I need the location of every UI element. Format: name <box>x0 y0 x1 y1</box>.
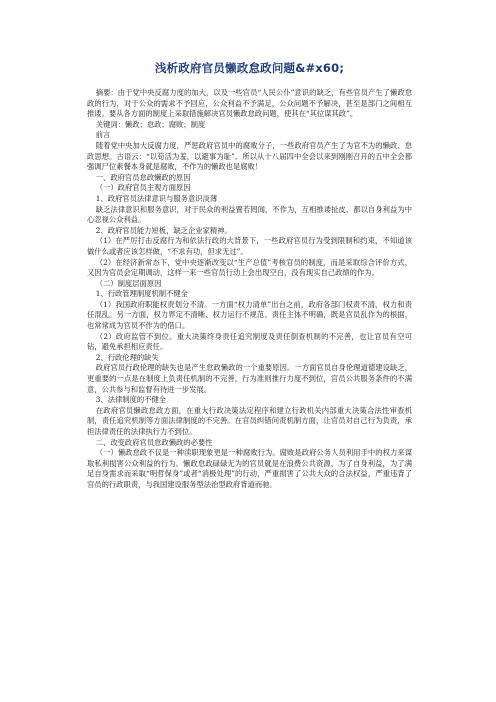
subsubsection-heading: 2、行政伦理的缺失 <box>95 352 159 362</box>
body-paragraph: （1）在严厉打击反腐行为和依法行政的大背景下，一些政府官员行为受到限制和约束，不知道该做什么或者应该怎样做，“不求有功，但求无过”。 <box>87 236 412 256</box>
body-paragraph: （一）懒政怠政不仅是一种渎职现象更是一种腐败行为。腐败是政府公务人员利用手中的权力来谋取私利损害公众利益的行为。懒政怠政碌碌无为的官员就是在浪费公共资源，为了自身利益，为了满足自身需求而采取“明哲保身”或者“消极处理”的行动，严重损害了公共大众的合法权益，严重违背了官员的行政职责，与我国建设服务型法治型政府背道而驰。 <box>87 448 412 489</box>
page-title: 浅析政府官员懒政怠政问题&#x60; <box>154 61 345 75</box>
section-heading: 二、改变政府官员怠政懒政的必要性 <box>95 437 213 447</box>
body-paragraph: （2）在经济新常态下，党中央逐渐改变以“生产总值”考核官员的制度，而是采取综合评价方式，又因为官员会定期调动，这样一来一些官员行动上会出现空白，没有现实自己政绩的作为。 <box>87 257 412 278</box>
subsection-heading: （一）政府官员主观方面原因 <box>95 183 191 193</box>
keywords: 关键词：懒政；怠政；腐败；制度 <box>95 119 206 129</box>
subsubsection-heading: 1、政府官员法律意识与服务意识淡薄 <box>95 193 218 203</box>
body-paragraph: 缺乏法律意识和服务意识，对于民众的利益置若罔闻，不作为，互相推诿扯皮，都以自身利益为中心忽视公众利益。 <box>87 204 412 225</box>
body-paragraph: （1）我国政府职能权责划分不清。一方面“权力清单”出台之前，政府各部门权责不清，权力和责任混乱。另一方面，权力界定不清晰、权力运行不规范、责任主体不明确，既是官员乱作为的根据，也常常成为官员不作为的借口。 <box>87 299 412 331</box>
body-paragraph: （2）政府监管不到位。重大决策终身责任追究制度及责任倒查机制的不完善，也让官员有空可钻，避免承担相应责任。 <box>87 331 412 352</box>
abstract: 摘要：由于党中央反腐力度的加大，以及一些官员“人民公仆”意识的缺乏，有些官员产生了懒政怠政的行为，对于公众的需求不予回应，公众利益不予满足，公众问题不予解决，甚至是部门之间相互推诿。要从各方面的制度上采取措施解决官员懒政怠政问题，使其在“其位谋其政”。 <box>87 88 412 119</box>
subsection-heading: （二）制度层面原因 <box>95 278 162 288</box>
body-paragraph: 政府官员行政伦理的缺失也是产生怠政懒政的一个重要原因。一方面官员自身伦理道德建设缺乏，更重要的一点是在制度上负责任机制的不完善，行为准则推行力度不到位，官员公共服务条件的不满意，公共参与和监督有待进一步发展。 <box>87 363 412 394</box>
preface-text: 随着党中央加大反腐力度，严惩政府官员中的腐败分子，一些政府官员产生了为官不为的懒政、怠政思想。古语云：“以苟活为羞，以避事为耻”。所以从十八届四中全会以来到刚刚召开的五中全会都强调尸位素餐本身就是腐败，不作为的懒政也是腐败！ <box>87 140 412 172</box>
section-heading: 一、政府官员怠政懒政的原因 <box>95 172 191 182</box>
body-paragraph: 在政府官员懒政怠政方面，在重大行政决策法定程序和建立行政机关内部重大决策合法性审查机制，责任追究机制等方面法律制度的不完善。在官员纠错问责机制方面，让官员对自己行为负责，承担法律责任的法律执行力不到位。 <box>87 405 412 436</box>
subsubsection-heading: 2、政府官员能力短板，缺乏企业家精神。 <box>95 225 232 235</box>
subsubsection-heading: 1、行政管理制度机制不健全 <box>95 289 188 299</box>
subsubsection-heading: 3、法律制度的不健全 <box>95 395 167 405</box>
preface-heading: 前言 <box>95 130 111 140</box>
